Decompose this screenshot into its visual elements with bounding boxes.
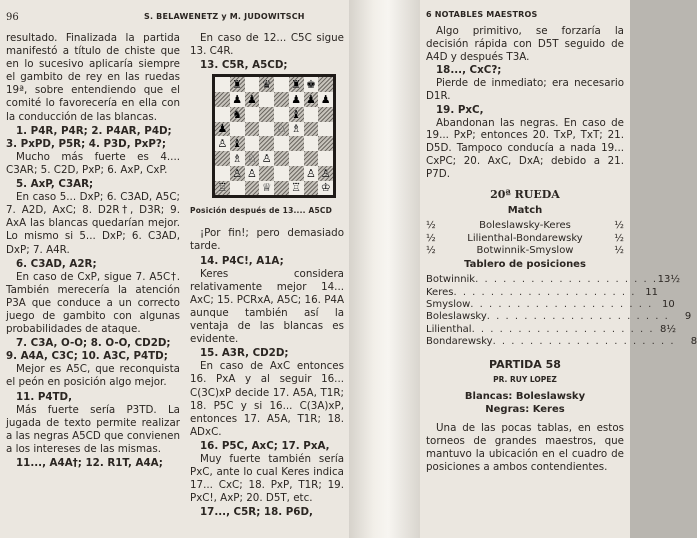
board-square: [289, 151, 304, 166]
move-line: 18..., CxC?;: [436, 64, 502, 77]
opening-name: PR. RUY LOPEZ: [493, 375, 557, 385]
paragraph: En caso de 12... C5C sigue 13. C4R.: [190, 32, 344, 58]
leader-dots: . . . . . . . . . . . . . . . . . . . .: [475, 274, 658, 286]
board-square: [230, 151, 245, 166]
diagram-caption: Posición después de 13.... A5CD: [190, 206, 333, 216]
board-square: [259, 151, 274, 166]
move-line: 6. C3AD, A2R;: [16, 257, 97, 270]
move-line: 7. C3A, O-O; 8. O-O, CD2D; 9. A4A, C3C; 10. A3C, P4TD;: [6, 337, 171, 363]
board-square: [274, 151, 289, 166]
chess-piece: ♙: [217, 137, 228, 151]
match-title: Match: [507, 205, 543, 217]
board-square: [230, 166, 245, 181]
board-square: [304, 92, 319, 107]
match-score: ½: [614, 220, 624, 232]
board-square: [304, 181, 319, 196]
player-name: Smyslow: [426, 298, 471, 310]
board-square: [274, 77, 289, 92]
board-square: [230, 107, 245, 122]
players-white: Blancas: Boleslawsky: [464, 391, 586, 403]
paragraph: Mejor es A5C, que reconquista el peón en posición algo mejor.: [6, 363, 180, 389]
chess-piece: ♙: [320, 166, 331, 180]
board-square: [230, 122, 245, 137]
standings-row: [426, 323, 677, 336]
board-square: [318, 77, 333, 92]
paragraph: En caso de AxC entonces 16. PxA y al seguir 16... C(3C)xP decide 17. A5A, T1R; 18. P5C y si 16... C(3A)xP, entonces 17. A5A, T1R; 18. ADxC.: [190, 360, 344, 438]
left-column: [6, 32, 180, 470]
chess-piece: ♟: [291, 92, 302, 106]
board-square: [304, 107, 319, 122]
board-square: [274, 166, 289, 181]
board-square: [304, 166, 319, 181]
board-square: [215, 122, 230, 137]
chess-piece: ♘: [246, 151, 257, 165]
board-square: [215, 166, 230, 181]
standings-row: [426, 298, 675, 311]
player-name: Bondarewsky: [426, 336, 493, 348]
leader-dots: . . . . . . . . . . . . . . . . . . . .: [492, 336, 676, 348]
player-score: 10: [662, 298, 675, 310]
chess-piece: ♙: [261, 151, 272, 165]
paragraph: Mucho más fuerte es 4.... C3AR; 5. C2D, PxP; 6. AxP, CxP.: [6, 150, 180, 176]
move-line: 11..., A4A†; 12. R1T, A4A;: [16, 457, 163, 469]
chess-piece: ♘: [276, 122, 287, 136]
match-score: ½: [614, 232, 624, 244]
paragraph: Más fuerte sería P3TD. La jugada de texto permite realizar a las negras A5CD que convienen a los intereses de las mismas.: [6, 403, 180, 455]
running-head-right: 6 NOTABLES MAESTROS: [426, 10, 538, 19]
board-square: [289, 181, 304, 196]
annotation-text: [426, 25, 624, 181]
match-row: [426, 233, 624, 245]
round-title: 20ª RUEDA: [490, 187, 560, 201]
board-square: [259, 92, 274, 107]
board-square: [215, 77, 230, 92]
board-square: [259, 107, 274, 122]
move-line: 16. P5C, AxC; 17. PxA,: [200, 439, 330, 452]
right-page-text: [426, 25, 697, 474]
move-line: 13. C5R, A5CD;: [200, 59, 288, 72]
chess-piece: ♝: [232, 137, 243, 151]
page-number: 96: [6, 12, 19, 23]
board-square: [245, 136, 260, 151]
chess-board: [215, 77, 333, 195]
board-square: [304, 77, 319, 92]
player-name: Lilienthal: [426, 323, 472, 335]
move-line: 11. P4TD,: [16, 390, 73, 403]
match-score: ½: [426, 220, 436, 232]
board-square: [289, 166, 304, 181]
chess-piece: ♟: [305, 92, 316, 106]
leader-dots: . . . . . . . . . . . . . . . . . . . .: [471, 323, 655, 335]
standings-row: [426, 336, 697, 348]
board-square: [274, 181, 289, 196]
chess-piece: ♟: [217, 122, 228, 136]
running-head-left: S. BELAWENETZ y M. JUDOWITSCH: [144, 12, 305, 21]
match-score: ½: [426, 244, 436, 256]
board-square: [289, 136, 304, 151]
match-pairing: Lilienthal-Bondarewsky: [467, 232, 583, 244]
board-square: [274, 107, 289, 122]
chess-diagram: [212, 74, 336, 198]
paragraph: Keres considera relativamente mejor 14... AxC; 15. PCRxA, A5C; 16. P4A aunque también así la ventaja de las blancas es evidente.: [190, 267, 344, 346]
board-square: [259, 181, 274, 196]
chess-piece: ♟: [320, 92, 331, 106]
chess-piece: ♗: [232, 151, 243, 165]
board-square: [304, 122, 319, 137]
game-title: PARTIDA 58: [489, 357, 561, 371]
move-line: 17..., C5R; 18. P6D,: [200, 506, 313, 519]
board-square: [245, 122, 260, 137]
player-score: 8½: [659, 323, 677, 335]
player-score: 9: [684, 311, 692, 323]
standings-row: [426, 274, 681, 286]
player-name: Botwinnik: [426, 274, 476, 286]
column-bottom-text: [190, 227, 344, 519]
board-square: [304, 151, 319, 166]
board-square: [289, 107, 304, 122]
board-square: [304, 136, 319, 151]
chess-piece: ♙: [305, 166, 316, 180]
standings-row: [426, 311, 692, 323]
board-square: [259, 136, 274, 151]
standings-table: [426, 274, 697, 348]
chess-piece: ♙: [246, 166, 257, 180]
board-square: [215, 151, 230, 166]
match-pairing: Boleslawsky-Keres: [479, 220, 571, 232]
board-square: [274, 136, 289, 151]
move-line: 5. AxP, C3AR;: [16, 178, 94, 191]
board-square: [245, 92, 260, 107]
paragraph: En caso de CxP, sigue 7. A5C†. También merecería la atención P3A que conduce a un correcto juego de gambito con algunas probabilidades de ataque.: [6, 270, 180, 336]
board-square: [289, 122, 304, 137]
chess-piece: ♖: [217, 181, 228, 195]
column-top-text: [190, 32, 344, 72]
match-row: [426, 220, 624, 232]
paragraph: Abandonan las negras. En caso de 19... PxP; entonces 20. TxP, TxT; 21. D5D. Tampoco conducía a nada 19... CxPC; 20. AxC, DxA; debido a 21. P7D.: [426, 116, 624, 180]
board-square: [245, 151, 260, 166]
player-name: Keres: [426, 286, 454, 298]
board-square: [230, 77, 245, 92]
board-square: [318, 166, 333, 181]
move-line: 14. P4C!, A1A;: [200, 254, 284, 267]
leader-dots: . . . . . . . . . . . . . . . . . . . .: [486, 311, 670, 323]
board-square: [318, 122, 333, 137]
board-square: [230, 181, 245, 196]
match-score: ½: [614, 244, 624, 256]
paragraph: resultado. Finalizada la partida manifestó a título de chiste que en lo sucesivo aplicaría siempre el gambito de rey en las ruedas 19ª, sobre entendiendo que el comité lo favorecería en ella con la conducción de las blancas.: [6, 32, 180, 123]
board-square: [318, 107, 333, 122]
leader-dots: . . . . . . . . . . . . . . . . . . . .: [470, 298, 653, 310]
chess-piece: ♗: [291, 122, 302, 136]
chess-piece: ♟: [232, 92, 243, 106]
players-black: Negras: Keres: [485, 403, 565, 415]
player-name: Boleslawsky: [426, 311, 487, 323]
move-line: 19. PxC,: [436, 103, 484, 116]
standings-title: Tablero de posiciones: [464, 259, 586, 271]
player-score: 13½: [657, 274, 681, 286]
match-row: [426, 245, 624, 257]
chess-piece: ♛: [261, 78, 272, 92]
board-square: [289, 92, 304, 107]
board-square: [318, 181, 333, 196]
board-square: [318, 92, 333, 107]
match-pairing: Botwinnik-Smyslow: [476, 244, 574, 256]
board-square: [259, 77, 274, 92]
book-gutter: [349, 0, 420, 538]
board-square: [259, 122, 274, 137]
board-square: [245, 166, 260, 181]
board-square: [215, 181, 230, 196]
board-square: [245, 107, 260, 122]
board-square: [274, 122, 289, 137]
board-square: [318, 136, 333, 151]
move-line: 15. A3R, CD2D;: [200, 347, 289, 360]
right-page: [420, 0, 697, 538]
board-square: [318, 151, 333, 166]
board-square: [215, 107, 230, 122]
match-score: ½: [426, 232, 436, 244]
board-square: [274, 92, 289, 107]
board-square: [215, 136, 230, 151]
paragraph: En caso 5... DxP; 6. C3AD, A5C; 7. A2D, AxC; 8. D2R†, D3R; 9. AxA las blancas quedarían mejor. Lo mismo si 5... DxP; 6. C3AD, DxP; 7. A4R.: [6, 191, 180, 256]
board-square: [289, 77, 304, 92]
paragraph: Algo primitivo, se forzaría la decisión rápida con D5T seguido de A4D y después T3A.: [426, 25, 624, 63]
paragraph: Muy fuerte también sería PxC, ante lo cual Keres indica 17... CxC; 18. PxP, T1R; 19. PxC!, AxP; 20. D5T, etc.: [190, 452, 344, 505]
chess-piece: ♕: [261, 181, 272, 195]
right-column: [190, 32, 344, 519]
chess-piece: ♔: [320, 181, 331, 195]
board-square: [230, 136, 245, 151]
chess-piece: ♞: [232, 107, 243, 121]
paragraph: ¡Por fin!; pero demasiado tarde.: [190, 227, 344, 253]
board-square: [230, 92, 245, 107]
chess-piece: ♖: [291, 181, 302, 195]
standings-row: [426, 286, 658, 299]
chess-piece: ♙: [232, 166, 243, 180]
board-square: [245, 77, 260, 92]
leader-dots: . . . . . . . . . . . . . . . . . . . .: [453, 286, 636, 298]
player-score: 8: [690, 336, 697, 348]
left-page-header: [6, 12, 341, 26]
chess-piece: ♟: [246, 92, 257, 106]
board-square: [215, 92, 230, 107]
chess-piece: ♜: [291, 78, 302, 92]
board-square: [259, 166, 274, 181]
paragraph: Pierde de inmediato; era necesario D1R.: [426, 77, 624, 102]
chess-piece: ♚: [305, 78, 316, 92]
chess-piece: ♝: [291, 107, 302, 121]
match-results: [426, 220, 624, 257]
chess-piece: ♜: [232, 78, 243, 92]
player-score: 11: [645, 286, 658, 298]
game-intro: Una de las pocas tablas, en estos torneos de grandes maestros, que mantuvo la ubicación en el cuadro de posiciones a ambos contendientes.: [426, 422, 624, 473]
board-square: [245, 181, 260, 196]
move-line: 1. P4R, P4R; 2. P4AR, P4D; 3. PxPD, P5R; 4. P3D, PxP?;: [6, 124, 172, 150]
